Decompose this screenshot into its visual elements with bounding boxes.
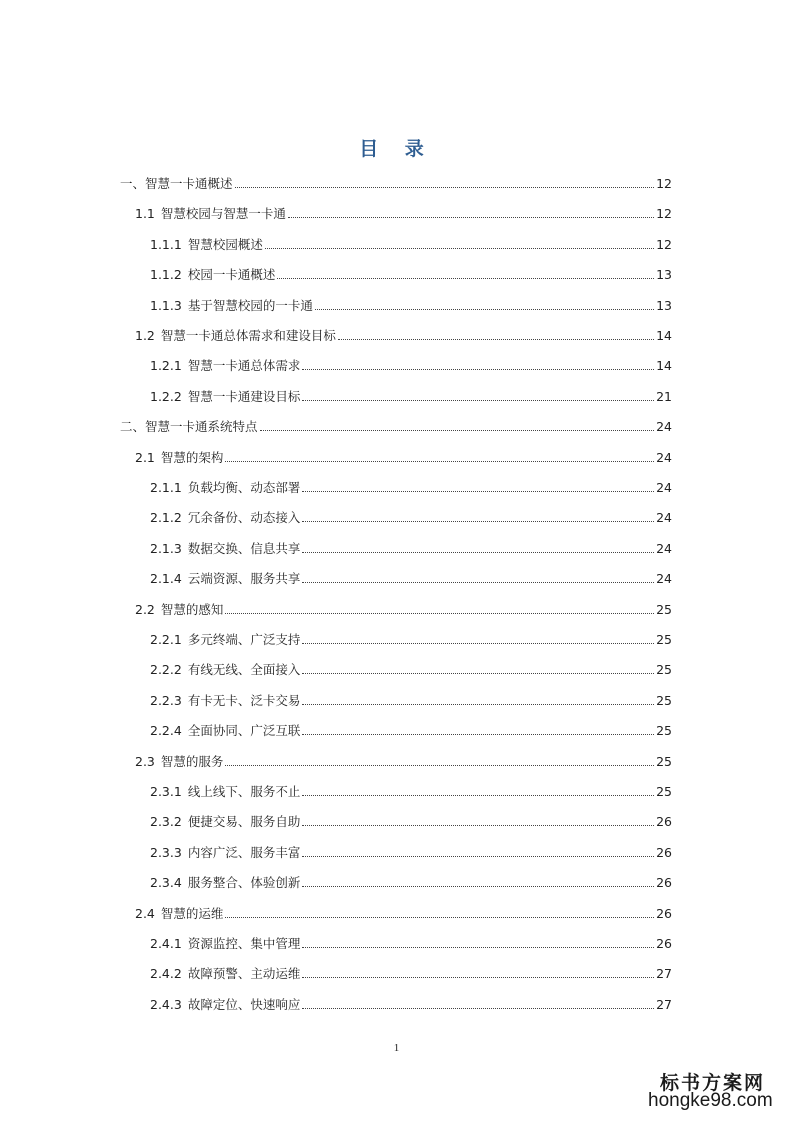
toc-entry[interactable] [150, 780, 672, 800]
toc-entry-page: 14 [656, 328, 672, 343]
toc-entry-page: 12 [656, 206, 672, 222]
toc-entry-number: 2.4.1 [150, 936, 182, 951]
toc-entry-number: 1.2 [135, 328, 155, 343]
toc-entry-page: 25 [656, 784, 672, 799]
toc-entry-number: 2.2.2 [150, 662, 182, 678]
toc-entry-page: 13 [656, 297, 672, 313]
toc-entry-label: 有卡无卡、泛卡交易 [187, 692, 301, 708]
toc-entry-text [120, 176, 233, 192]
toc-entry-label: 故障预警、主动运维 [187, 966, 301, 982]
toc-entry-text [135, 602, 223, 618]
toc-entry-page: 25 [656, 753, 672, 769]
toc-leader-dots [302, 794, 654, 796]
toc-entry-number: 2.3 [135, 753, 155, 769]
toc-entry-label: 内容广泛、服务丰富 [187, 844, 301, 860]
toc-entry-page: 24 [656, 419, 672, 435]
toc-entry-text [150, 571, 300, 587]
toc-leader-dots [315, 308, 654, 310]
toc-entry-text [150, 875, 300, 891]
toc-entry[interactable] [150, 962, 672, 982]
toc-entry-label: 冗余备份、动态接入 [187, 510, 301, 526]
toc-entry-label: 智慧的服务 [160, 753, 224, 769]
toc-entry[interactable] [150, 993, 672, 1013]
toc-entry-label: 全面协同、广泛互联 [187, 723, 301, 739]
toc-entry-text [150, 267, 275, 283]
toc-entry-text [135, 906, 223, 922]
toc-entry-number: 2.1.3 [150, 540, 182, 556]
toc-entry-number: 2.1.1 [150, 480, 182, 495]
toc-entry-page: 21 [656, 388, 672, 404]
toc-entry[interactable] [135, 902, 672, 922]
toc-entry-label: 智慧校园与智慧一卡通 [160, 206, 286, 222]
toc-entry-text [150, 389, 300, 405]
page-number: 1 [393, 1042, 400, 1054]
toc-entry-page: 24 [656, 480, 672, 495]
toc-entry-label: 校园一卡通概述 [187, 267, 276, 283]
toc-leader-dots [302, 551, 654, 553]
toc-leader-dots [302, 946, 654, 948]
toc-entry-page: 26 [656, 844, 672, 860]
toc-entry-number: 2.4 [135, 905, 155, 921]
toc-entry-number: 2.2.4 [150, 723, 182, 739]
toc-leader-dots [225, 460, 654, 462]
toc-entry-number: 2.3.1 [150, 784, 182, 799]
toc-entry[interactable] [150, 932, 672, 952]
toc-entry-text [150, 997, 300, 1013]
toc-entry-text [135, 328, 336, 344]
toc-entry-page: 25 [656, 692, 672, 708]
toc-entry-number: 2.3.3 [150, 844, 182, 860]
toc-entry-number: 2.4.2 [150, 966, 182, 982]
toc-entry-number: 2.2.3 [150, 692, 182, 708]
toc-entry[interactable] [150, 628, 672, 648]
toc-entry-page: 26 [656, 875, 672, 891]
toc-entry-text [135, 450, 223, 466]
toc-entry[interactable] [135, 446, 672, 466]
toc-entry[interactable] [150, 689, 672, 709]
toc-entry[interactable] [150, 294, 672, 314]
toc-entry[interactable] [150, 567, 672, 587]
toc-entry[interactable] [120, 172, 672, 192]
toc-entry-text [150, 358, 300, 374]
toc-entry-page: 27 [656, 996, 672, 1012]
toc-entry[interactable] [150, 476, 672, 496]
toc-entry[interactable] [150, 841, 672, 861]
toc-entry-label: 智慧一卡通系统特点 [145, 419, 258, 435]
toc-entry-number: 2.2 [135, 601, 155, 617]
toc-leader-dots [225, 764, 654, 766]
toc-entry-text [150, 845, 300, 861]
toc-entry-label: 多元终端、广泛支持 [187, 632, 301, 647]
toc-entry-label: 云端资源、服务共享 [187, 571, 301, 587]
toc-entry[interactable] [150, 658, 672, 678]
toc-entry-label: 智慧一卡通概述 [145, 176, 233, 191]
toc-entry-number: 2.1.4 [150, 571, 182, 587]
toc-entry-number: 2.1 [135, 449, 155, 465]
toc-entry-label: 智慧的感知 [160, 601, 224, 617]
toc-leader-dots [302, 703, 654, 705]
toc-entry-label: 智慧一卡通总体需求和建设目标 [160, 328, 336, 343]
toc-leader-dots [302, 824, 654, 826]
toc-leader-dots [302, 368, 654, 370]
toc-leader-dots [338, 338, 654, 340]
toc-entry-label: 有线无线、全面接入 [187, 662, 301, 678]
toc-entry-page: 26 [656, 814, 672, 830]
toc-leader-dots [302, 399, 654, 401]
toc-entry-text [150, 936, 300, 952]
toc-entry[interactable] [135, 324, 672, 344]
toc-entry-number: 1.1.2 [150, 267, 182, 283]
toc-leader-dots [277, 277, 654, 279]
toc-entry-text [150, 662, 300, 678]
toc-entry-page: 12 [656, 236, 672, 252]
toc-entry[interactable] [150, 233, 672, 253]
toc-entry-text [150, 480, 300, 496]
toc-entry-label: 便捷交易、服务自助 [187, 814, 301, 830]
toc-entry-text [135, 754, 223, 770]
toc-entry-page: 12 [656, 176, 672, 191]
toc-entry-label: 数据交换、信息共享 [187, 540, 301, 556]
toc-entry-number: 1.2.1 [150, 358, 182, 374]
toc-entry-label: 资源监控、集中管理 [187, 936, 301, 951]
toc-entry-text [150, 784, 300, 800]
toc-entry[interactable] [150, 506, 672, 526]
toc-leader-dots [265, 247, 654, 249]
toc-entry[interactable] [150, 810, 672, 830]
toc-entry-label: 基于智慧校园的一卡通 [187, 297, 313, 313]
toc-entry-number: 1.1.3 [150, 297, 182, 313]
toc-entry-number: 二、 [120, 419, 146, 435]
toc-entry-text [150, 632, 300, 648]
toc-entry-page: 24 [656, 540, 672, 556]
toc-entry-label: 故障定位、快速响应 [187, 996, 301, 1012]
toc-entry-page: 26 [656, 936, 672, 951]
toc-entry-text [150, 966, 300, 982]
toc-entry-page: 27 [656, 966, 672, 982]
toc-title: 目 录 [359, 138, 434, 160]
toc-entry-page: 25 [656, 723, 672, 739]
toc-entry-number: 1.1.1 [150, 236, 182, 252]
toc-entry-page: 24 [656, 571, 672, 587]
toc-entry-page: 25 [656, 662, 672, 678]
toc-entry-text [150, 541, 300, 557]
toc-entry[interactable] [135, 750, 672, 770]
toc-entry-page: 25 [656, 632, 672, 647]
toc-entry-number: 1.2.2 [150, 388, 182, 404]
toc-entry-page: 25 [656, 601, 672, 617]
toc-entry[interactable] [150, 263, 672, 283]
toc-leader-dots [302, 976, 654, 978]
toc-entry-text [150, 298, 313, 314]
toc-entry-label: 负载均衡、动态部署 [187, 480, 301, 495]
toc-entry-label: 服务整合、体验创新 [187, 875, 301, 891]
toc-entry-number: 1.1 [135, 206, 155, 222]
toc-entry-label: 智慧校园概述 [187, 236, 263, 252]
toc-entry-label: 线上线下、服务不止 [187, 784, 301, 799]
toc-entry-text [150, 814, 300, 830]
toc-entry-number: 2.3.4 [150, 875, 182, 891]
toc-leader-dots [302, 490, 654, 492]
toc-entry-page: 24 [656, 449, 672, 465]
toc-entry-text [150, 510, 300, 526]
toc-entry-number: 一、 [120, 176, 146, 191]
toc-entry-text [150, 693, 300, 709]
toc-entry[interactable] [150, 719, 672, 739]
toc-leader-dots [225, 916, 654, 918]
toc-leader-dots [302, 733, 654, 735]
toc-entry-label: 智慧的架构 [160, 449, 224, 465]
toc-entry[interactable] [150, 537, 672, 557]
toc-entry[interactable] [150, 871, 672, 891]
toc-leader-dots [302, 885, 654, 887]
toc-leader-dots [260, 429, 655, 431]
toc-leader-dots [302, 581, 654, 583]
toc-leader-dots [288, 216, 654, 218]
toc-leader-dots [302, 855, 654, 857]
toc-entry-label: 智慧一卡通建设目标 [187, 388, 301, 404]
watermark-en: hongke98.com [648, 1090, 773, 1111]
toc-entry-label: 智慧一卡通总体需求 [187, 358, 301, 374]
toc-entry[interactable] [120, 415, 672, 435]
toc-entry-text [150, 723, 300, 739]
watermark-cn: 标书方案网 [660, 1072, 766, 1094]
toc-entry-number: 2.1.2 [150, 510, 182, 526]
toc-entry[interactable] [135, 598, 672, 618]
toc-leader-dots [302, 1007, 654, 1009]
toc-entry-page: 24 [656, 510, 672, 526]
toc-entry[interactable] [150, 385, 672, 405]
toc-entry-page: 13 [656, 267, 672, 283]
toc-leader-dots [302, 520, 654, 522]
toc-entry[interactable] [135, 202, 672, 222]
toc-entry-text [135, 206, 286, 222]
toc-leader-dots [225, 612, 654, 614]
toc-leader-dots [302, 642, 654, 644]
toc-leader-dots [302, 672, 654, 674]
toc-entry-text [150, 237, 263, 253]
toc-entry-number: 2.4.3 [150, 996, 182, 1012]
toc-entry-text [120, 419, 258, 435]
toc-entry-label: 智慧的运维 [160, 905, 224, 921]
toc-entry-page: 26 [656, 905, 672, 921]
toc-entry-number: 2.2.1 [150, 632, 182, 647]
toc-entry-page: 14 [656, 358, 672, 374]
toc-entry-number: 2.3.2 [150, 814, 182, 830]
toc-entry[interactable] [150, 354, 672, 374]
toc-leader-dots [235, 186, 655, 188]
